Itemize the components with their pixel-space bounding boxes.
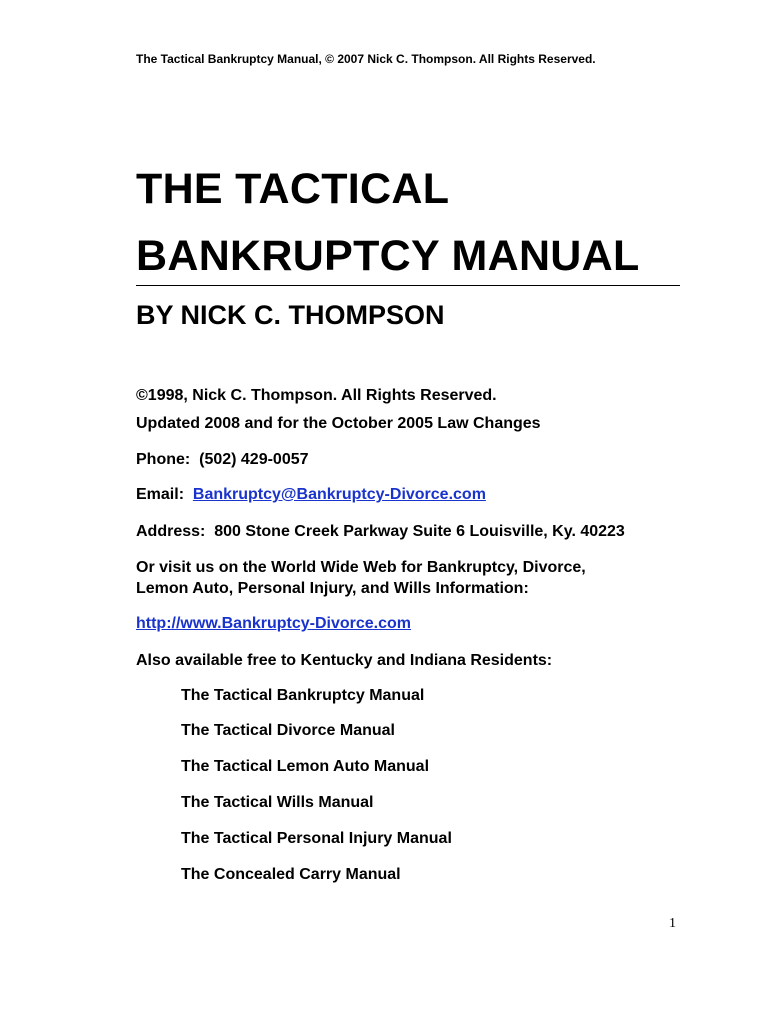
email-line bbox=[136, 486, 486, 504]
manual-list-item: The Concealed Carry Manual bbox=[181, 866, 401, 883]
address-label: Address: bbox=[136, 523, 206, 540]
visit-line-2: Lemon Auto, Personal Injury, and Wills Information: bbox=[136, 580, 529, 597]
phone-line bbox=[136, 451, 309, 469]
update-note: Updated 2008 and for the October 2005 Law Changes bbox=[136, 415, 541, 432]
page-number: 1 bbox=[669, 916, 676, 931]
manual-list-item: The Tactical Divorce Manual bbox=[181, 722, 395, 739]
copyright-notice: ©1998, Nick C. Thompson. All Rights Reserved. bbox=[136, 387, 497, 404]
manual-list-item: The Tactical Personal Injury Manual bbox=[181, 830, 452, 847]
manual-list-item: The Tactical Bankruptcy Manual bbox=[181, 687, 425, 704]
address-value: 800 Stone Creek Parkway Suite 6 Louisville, Ky. 40223 bbox=[214, 523, 625, 540]
title-line-2: BANKRUPTCY MANUAL bbox=[136, 232, 640, 280]
manual-list-item: The Tactical Wills Manual bbox=[181, 794, 374, 811]
title-line-1: THE TACTICAL bbox=[136, 165, 450, 213]
phone-number: (502) 429-0057 bbox=[199, 451, 309, 468]
phone-label: Phone: bbox=[136, 451, 191, 468]
availability-note: Also available free to Kentucky and Indiana Residents: bbox=[136, 652, 553, 669]
visit-line-1: Or visit us on the World Wide Web for Bankruptcy, Divorce, bbox=[136, 559, 586, 576]
email-link[interactable]: Bankruptcy@Bankruptcy-Divorce.com bbox=[192, 486, 486, 503]
manual-list-item: The Tactical Lemon Auto Manual bbox=[181, 758, 430, 775]
address-line bbox=[136, 523, 625, 541]
author-byline: BY NICK C. THOMPSON bbox=[136, 300, 445, 330]
email-label: Email: bbox=[136, 486, 185, 503]
title-divider bbox=[136, 285, 680, 286]
website-link[interactable]: http://www.Bankruptcy-Divorce.com bbox=[136, 615, 411, 632]
running-header: The Tactical Bankruptcy Manual, © 2007 Nick C. Thompson. All Rights Reserved. bbox=[136, 52, 596, 66]
